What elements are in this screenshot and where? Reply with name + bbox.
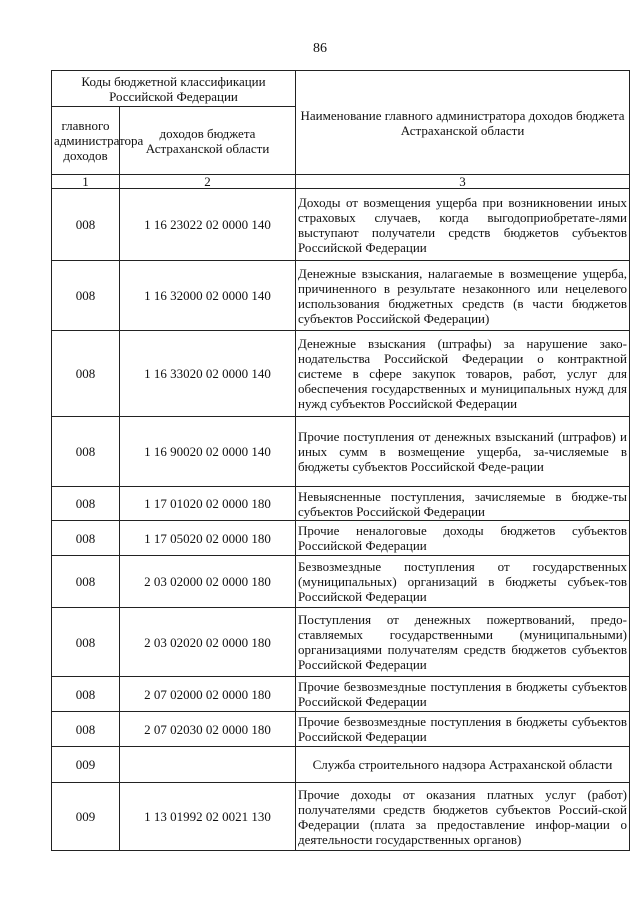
header-admin-col: главного администратора доходов: [52, 107, 120, 175]
income-name-cell: Прочие неналоговые доходы бюджетов субъектов Российской Федерации: [296, 521, 630, 556]
budget-code-cell: 2 03 02000 02 0000 180: [120, 556, 296, 608]
column-number: 2: [120, 175, 296, 189]
income-name-cell: Прочие безвозмездные поступления в бюджеты субъектов Российской Федерации: [296, 677, 630, 712]
table-row: [52, 261, 630, 331]
table-row: [52, 556, 630, 608]
budget-code-cell: 2 07 02030 02 0000 180: [120, 712, 296, 747]
table-row: [52, 783, 630, 851]
income-name-cell: Безвозмездные поступления от государственных (муниципальных) организаций в бюджеты субъек-тов Российской Федерации: [296, 556, 630, 608]
admin-code-cell: 008: [52, 677, 120, 712]
income-name-cell: Поступления от денежных пожертвований, предо-ставляемых государственными (муниципальными) организациями получателям средств бюджетов субъектов Российской Федерации: [296, 608, 630, 677]
income-name-cell: Невыясненные поступления, зачисляемые в бюдже-ты субъектов Российской Федерации: [296, 487, 630, 521]
page-number: 86: [313, 41, 327, 56]
budget-code-cell: 2 07 02000 02 0000 180: [120, 677, 296, 712]
header-row-top: [52, 71, 630, 107]
admin-code-cell: 008: [52, 608, 120, 677]
budget-code-cell: 1 13 01992 02 0021 130: [120, 783, 296, 851]
table-row-section: [52, 747, 630, 783]
admin-code-cell: 008: [52, 712, 120, 747]
budget-code-cell: 1 16 33020 02 0000 140: [120, 331, 296, 417]
income-name-cell: Прочие безвозмездные поступления в бюджеты субъектов Российской Федерации: [296, 712, 630, 747]
column-number-row: [52, 175, 630, 189]
table-row: [52, 712, 630, 747]
admin-code-cell: 008: [52, 189, 120, 261]
income-name-cell: Прочие доходы от оказания платных услуг (работ) получателями средств бюджетов субъектов Россий-ской Федерации (плата за предоставление инфор-мации о деятельности государственных органов): [296, 783, 630, 851]
budget-code-cell: 1 16 90020 02 0000 140: [120, 417, 296, 487]
income-name-cell: Денежные взыскания (штрафы) за нарушение зако-нодательства Российской Федерации о контрактной системе в сфере закупок товаров, работ, услуг для обеспечения государственных и муниципальных нужд для нужд субъектов Российской Федерации: [296, 331, 630, 417]
budget-code-cell: 1 16 23022 02 0000 140: [120, 189, 296, 261]
header-income-col: доходов бюджета Астраханской области: [120, 107, 296, 175]
column-number: 3: [296, 175, 630, 189]
budget-code-cell: 2 03 02020 02 0000 180: [120, 608, 296, 677]
admin-code-cell: 008: [52, 261, 120, 331]
header-name-col: Наименование главного администратора доходов бюджета Астраханской области: [296, 71, 630, 175]
table-row: [52, 487, 630, 521]
admin-code-cell: 009: [52, 747, 120, 783]
income-name-cell: Прочие поступления от денежных взысканий (штрафов) и иных сумм в возмещение ущерба, за-числяемые в бюджеты субъектов Российской Феде-рации: [296, 417, 630, 487]
table-row: [52, 417, 630, 487]
column-number: 1: [52, 175, 120, 189]
income-name-cell: Денежные взыскания, налагаемые в возмещение ущерба, причиненного в результате незаконного или нецелевого использования бюджетных средств (в части бюджетов субъектов Российской Федерации): [296, 261, 630, 331]
admin-code-cell: 008: [52, 521, 120, 556]
table-row: [52, 677, 630, 712]
header-codes-group: Коды бюджетной классификации Российской Федерации: [52, 71, 296, 107]
budget-code-cell: 1 17 05020 02 0000 180: [120, 521, 296, 556]
budget-classification-table: [51, 70, 630, 851]
table-row: [52, 521, 630, 556]
budget-code-cell: [120, 747, 296, 783]
table-row: [52, 189, 630, 261]
admin-code-cell: 008: [52, 331, 120, 417]
table-row: [52, 331, 630, 417]
admin-code-cell: 009: [52, 783, 120, 851]
admin-code-cell: 008: [52, 487, 120, 521]
budget-code-cell: 1 17 01020 02 0000 180: [120, 487, 296, 521]
admin-code-cell: 008: [52, 417, 120, 487]
budget-code-cell: 1 16 32000 02 0000 140: [120, 261, 296, 331]
admin-code-cell: 008: [52, 556, 120, 608]
table-row: [52, 608, 630, 677]
section-title-cell: Служба строительного надзора Астраханской области: [296, 747, 630, 783]
income-name-cell: Доходы от возмещения ущерба при возникновении иных страховых случаев, когда выгодоприобретате-лями выступают получатели средств бюджетов субъектов Российской Федерации: [296, 189, 630, 261]
